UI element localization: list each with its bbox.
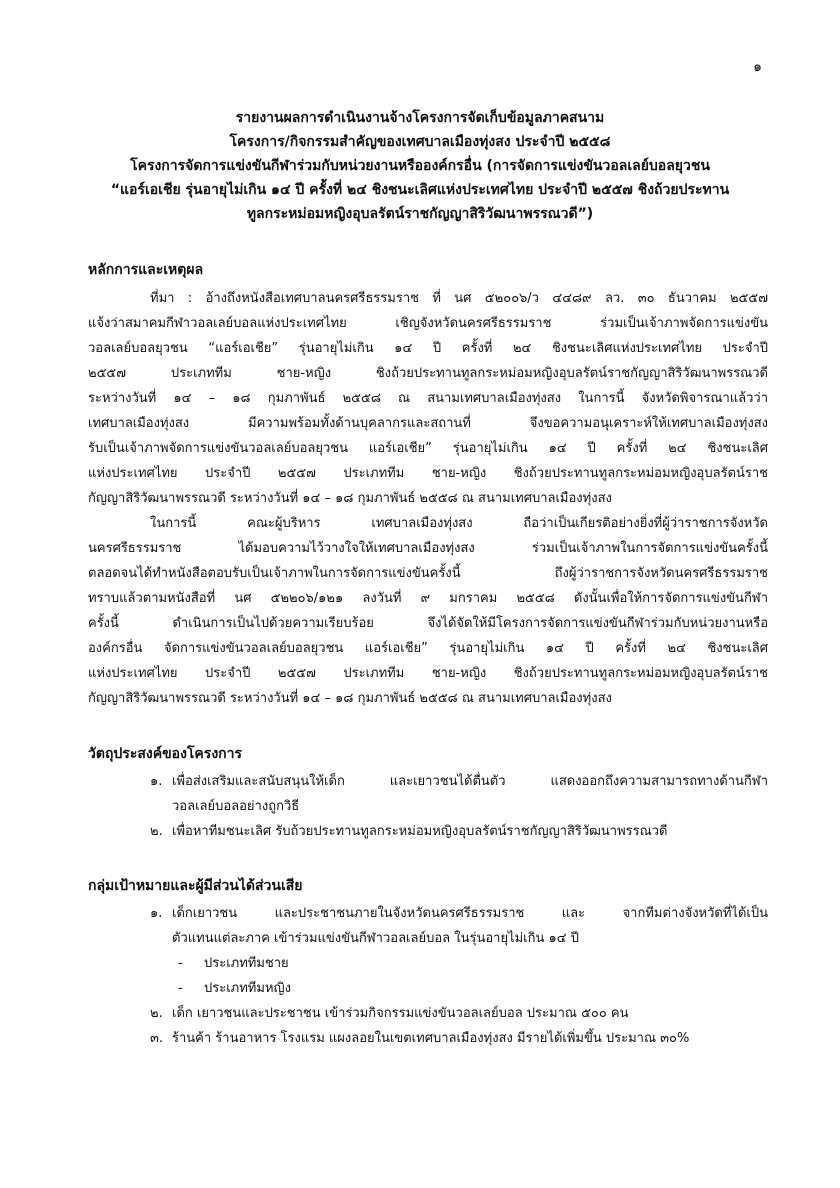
paragraph-line: นครศรีธรรมราช ได้มอบความไว้วางใจให้เทศบาลเมืองทุ่งสง ร่วมเป็นเจ้าภาพในการจัดการแข่งขันครั้งนี้ bbox=[88, 541, 768, 556]
paragraph-line: รับเป็นเจ้าภาพจัดการแข่งขันวอลเลย์บอลยุวชน แอร์เอเชีย” รุ่นอายุไม่เกิน ๑๔ ปี ครั้งที่ ๒๔ ชิงชนะเลิศ bbox=[88, 441, 768, 456]
paragraph-line: แจ้งว่าสมาคมกีฬาวอลเลย์บอลแห่งประเทศไทย เชิญจังหวัดนครศรีธรรมราช ร่วมเป็นเจ้าภาพจัดการแข่งขัน bbox=[88, 316, 768, 331]
list-number: ๒. bbox=[150, 1006, 163, 1021]
paragraph-line: ๒๕๕๗ ประเภททีม ชาย-หญิง ชิงถ้วยประทานทูลกระหม่อมหญิงอุบลรัตน์ราชกัญญาสิริวัฒนาพรรณวดี bbox=[88, 366, 768, 381]
paragraph-line: แห่งประเทศไทย ประจำปี ๒๕๕๗ ประเภททีม ชาย-หญิง ชิงถ้วยประทานทูลกระหม่อมหญิงอุบลรัตน์ราช bbox=[88, 466, 768, 481]
principles-heading: หลักการและเหตุผล bbox=[88, 262, 204, 278]
list-number: ๑. bbox=[150, 906, 163, 921]
paragraph-line: องค์กรอื่น จัดการแข่งขันวอลเลย์บอลยุวชน แอร์เอเชีย” รุ่นอายุไม่เกิน ๑๔ ปี ครั้งที่ ๒๔ ชิงชนะเลิศ bbox=[88, 641, 768, 656]
page-number: ๑ bbox=[753, 59, 762, 75]
list-item-text: ร้านค้า ร้านอาหาร โรงแรม แผงลอยในเขตเทศบาลเมืองทุ่งสง มีรายได้เพิ่มขึ้น ประมาณ ๓๐% bbox=[172, 1031, 690, 1046]
paragraph-line: ครั้งนี้ ดำเนินการเป็นไปด้วยความเรียบร้อย จึงได้จัดให้มีโครงการจัดการแข่งขันกีฬาร่วมกับหน่วยงานหรือ bbox=[88, 616, 768, 631]
title-line: ทูลกระหม่อมหญิงอุบลรัตน์ราชกัญญาสิริวัฒนาพรรณวดี”) bbox=[246, 206, 594, 222]
document-title bbox=[70, 106, 770, 226]
paragraph-line: ตลอดจนได้ทำหนังสือตอบรับเป็นเจ้าภาพในการจัดการแข่งขันครั้งนี้ ถึงผู้ว่าราชการจังหวัดนครศรีธรรมราช bbox=[88, 566, 768, 581]
list-item-text: วอลเลย์บอลอย่างถูกวิธี bbox=[172, 799, 300, 814]
paragraph-line: แห่งประเทศไทย ประจำปี ๒๕๕๗ ประเภททีม ชาย-หญิง ชิงถ้วยประทานทูลกระหม่อมหญิงอุบลรัตน์ราช bbox=[88, 666, 768, 681]
list-number: ๒. bbox=[150, 824, 163, 839]
paragraph-line: ระหว่างวันที่ ๑๔ – ๑๘ กุมภาพันธ์ ๒๕๕๘ ณ สนามเทศบาลเมืองทุ่งสง ในการนี้ จังหวัดพิจารณาแล้วว่า bbox=[88, 391, 768, 406]
stakeholders-heading: กลุ่มเป้าหมายและผู้มีส่วนได้ส่วนเสีย bbox=[88, 878, 303, 894]
paragraph-line: ทราบแล้วตามหนังสือที่ นศ ๕๒๒๐๖/๑๒๑ ลงวันที่ ๙ มกราคม ๒๕๕๘ ดังนั้นเพื่อให้การจัดการแข่งขันกีฬา bbox=[88, 591, 768, 606]
list-number: ๓. bbox=[150, 1031, 164, 1046]
paragraph-line: กัญญาสิริวัฒนาพรรณวดี ระหว่างวันที่ ๑๔ – ๑๘ กุมภาพันธ์ ๒๕๕๘ ณ สนามเทศบาลเมืองทุ่งสง bbox=[88, 491, 612, 506]
sub-list-item: ประเภททีมหญิง bbox=[204, 981, 291, 996]
paragraph-line: ที่มา : อ้างถึงหนังสือเทศบาลนครศรีธรรมราช ที่ นศ ๕๒๐๐๖/ว ๔๔๘๙ ลว. ๓๐ ธันวาคม ๒๕๕๗ bbox=[150, 291, 768, 306]
title-line: โครงการจัดการแข่งขันกีฬาร่วมกับหน่วยงานหรือองค์กรอื่น (การจัดการแข่งขันวอลเลย์บอลยุวชน bbox=[130, 158, 710, 174]
paragraph-line: เทศบาลเมืองทุ่งสง มีความพร้อมทั้งด้านบุคลากรและสถานที่ จึงขอความอนุเคราะห์ให้เทศบาลเมืองทุ่งสง bbox=[88, 416, 768, 431]
list-item-text: เพื่อหาทีมชนะเลิศ รับถ้วยประทานทูลกระหม่อมหญิงอุบลรัตน์ราชกัญญาสิริวัฒนาพรรณวดี bbox=[172, 824, 668, 839]
list-item-text: เด็ก เยาวชนและประชาชน เข้าร่วมกิจกรรมแข่งขันวอลเลย์บอล ประมาณ ๕๐๐ คน bbox=[172, 1006, 629, 1021]
sub-list-item: ประเภททีมชาย bbox=[204, 956, 289, 971]
bullet-dash: - bbox=[178, 956, 183, 971]
paragraph-line: ในการนี้ คณะผู้บริหาร เทศบาลเมืองทุ่งสง ถือว่าเป็นเกียรติอย่างยิ่งที่ผู้ว่าราชการจังหวัด bbox=[150, 516, 768, 531]
paragraph-line: กัญญาสิริวัฒนาพรรณวดี ระหว่างวันที่ ๑๔ – ๑๘ กุมภาพันธ์ ๒๕๕๘ ณ สนามเทศบาลเมืองทุ่งสง bbox=[88, 691, 612, 706]
objectives-heading: วัตถุประสงค์ของโครงการ bbox=[88, 746, 243, 762]
title-line: โครงการ/กิจกรรมสำคัญของเทศบาลเมืองทุ่งสง ประจำปี ๒๕๕๘ bbox=[229, 134, 611, 150]
title-line: รายงานผลการดำเนินงานจ้างโครงการจัดเก็บข้อมูลภาคสนาม bbox=[235, 110, 605, 126]
bullet-dash: - bbox=[178, 981, 183, 996]
paragraph-line: วอลเลย์บอลยุวชน “แอร์เอเชีย” รุ่นอายุไม่เกิน ๑๔ ปี ครั้งที่ ๒๔ ชิงชนะเลิศแห่งประเทศไทย ประจำปี bbox=[88, 341, 768, 356]
list-item-text: ตัวแทนแต่ละภาค เข้าร่วมแข่งขันกีฬาวอลเลย์บอล ในรุ่นอายุไม่เกิน ๑๔ ปี bbox=[172, 931, 579, 946]
list-item-text: เด็กเยาวชน และประชาชนภายในจังหวัดนครศรีธรรมราช และ จากทีมต่างจังหวัดที่ได้เป็น bbox=[172, 906, 768, 921]
list-number: ๑. bbox=[150, 774, 163, 789]
list-item-text: เพื่อส่งเสริมและสนับสนุนให้เด็ก และเยาวชนได้ตื่นตัว แสดงออกถึงความสามารถทางด้านกีฬา bbox=[172, 774, 768, 789]
title-line: “แอร์เอเชีย รุ่นอายุไม่เกิน ๑๔ ปี ครั้งที่ ๒๔ ชิงชนะเลิศแห่งประเทศไทย ประจำปี ๒๕๕๗ ชิงถ้วยประทาน bbox=[110, 182, 730, 198]
